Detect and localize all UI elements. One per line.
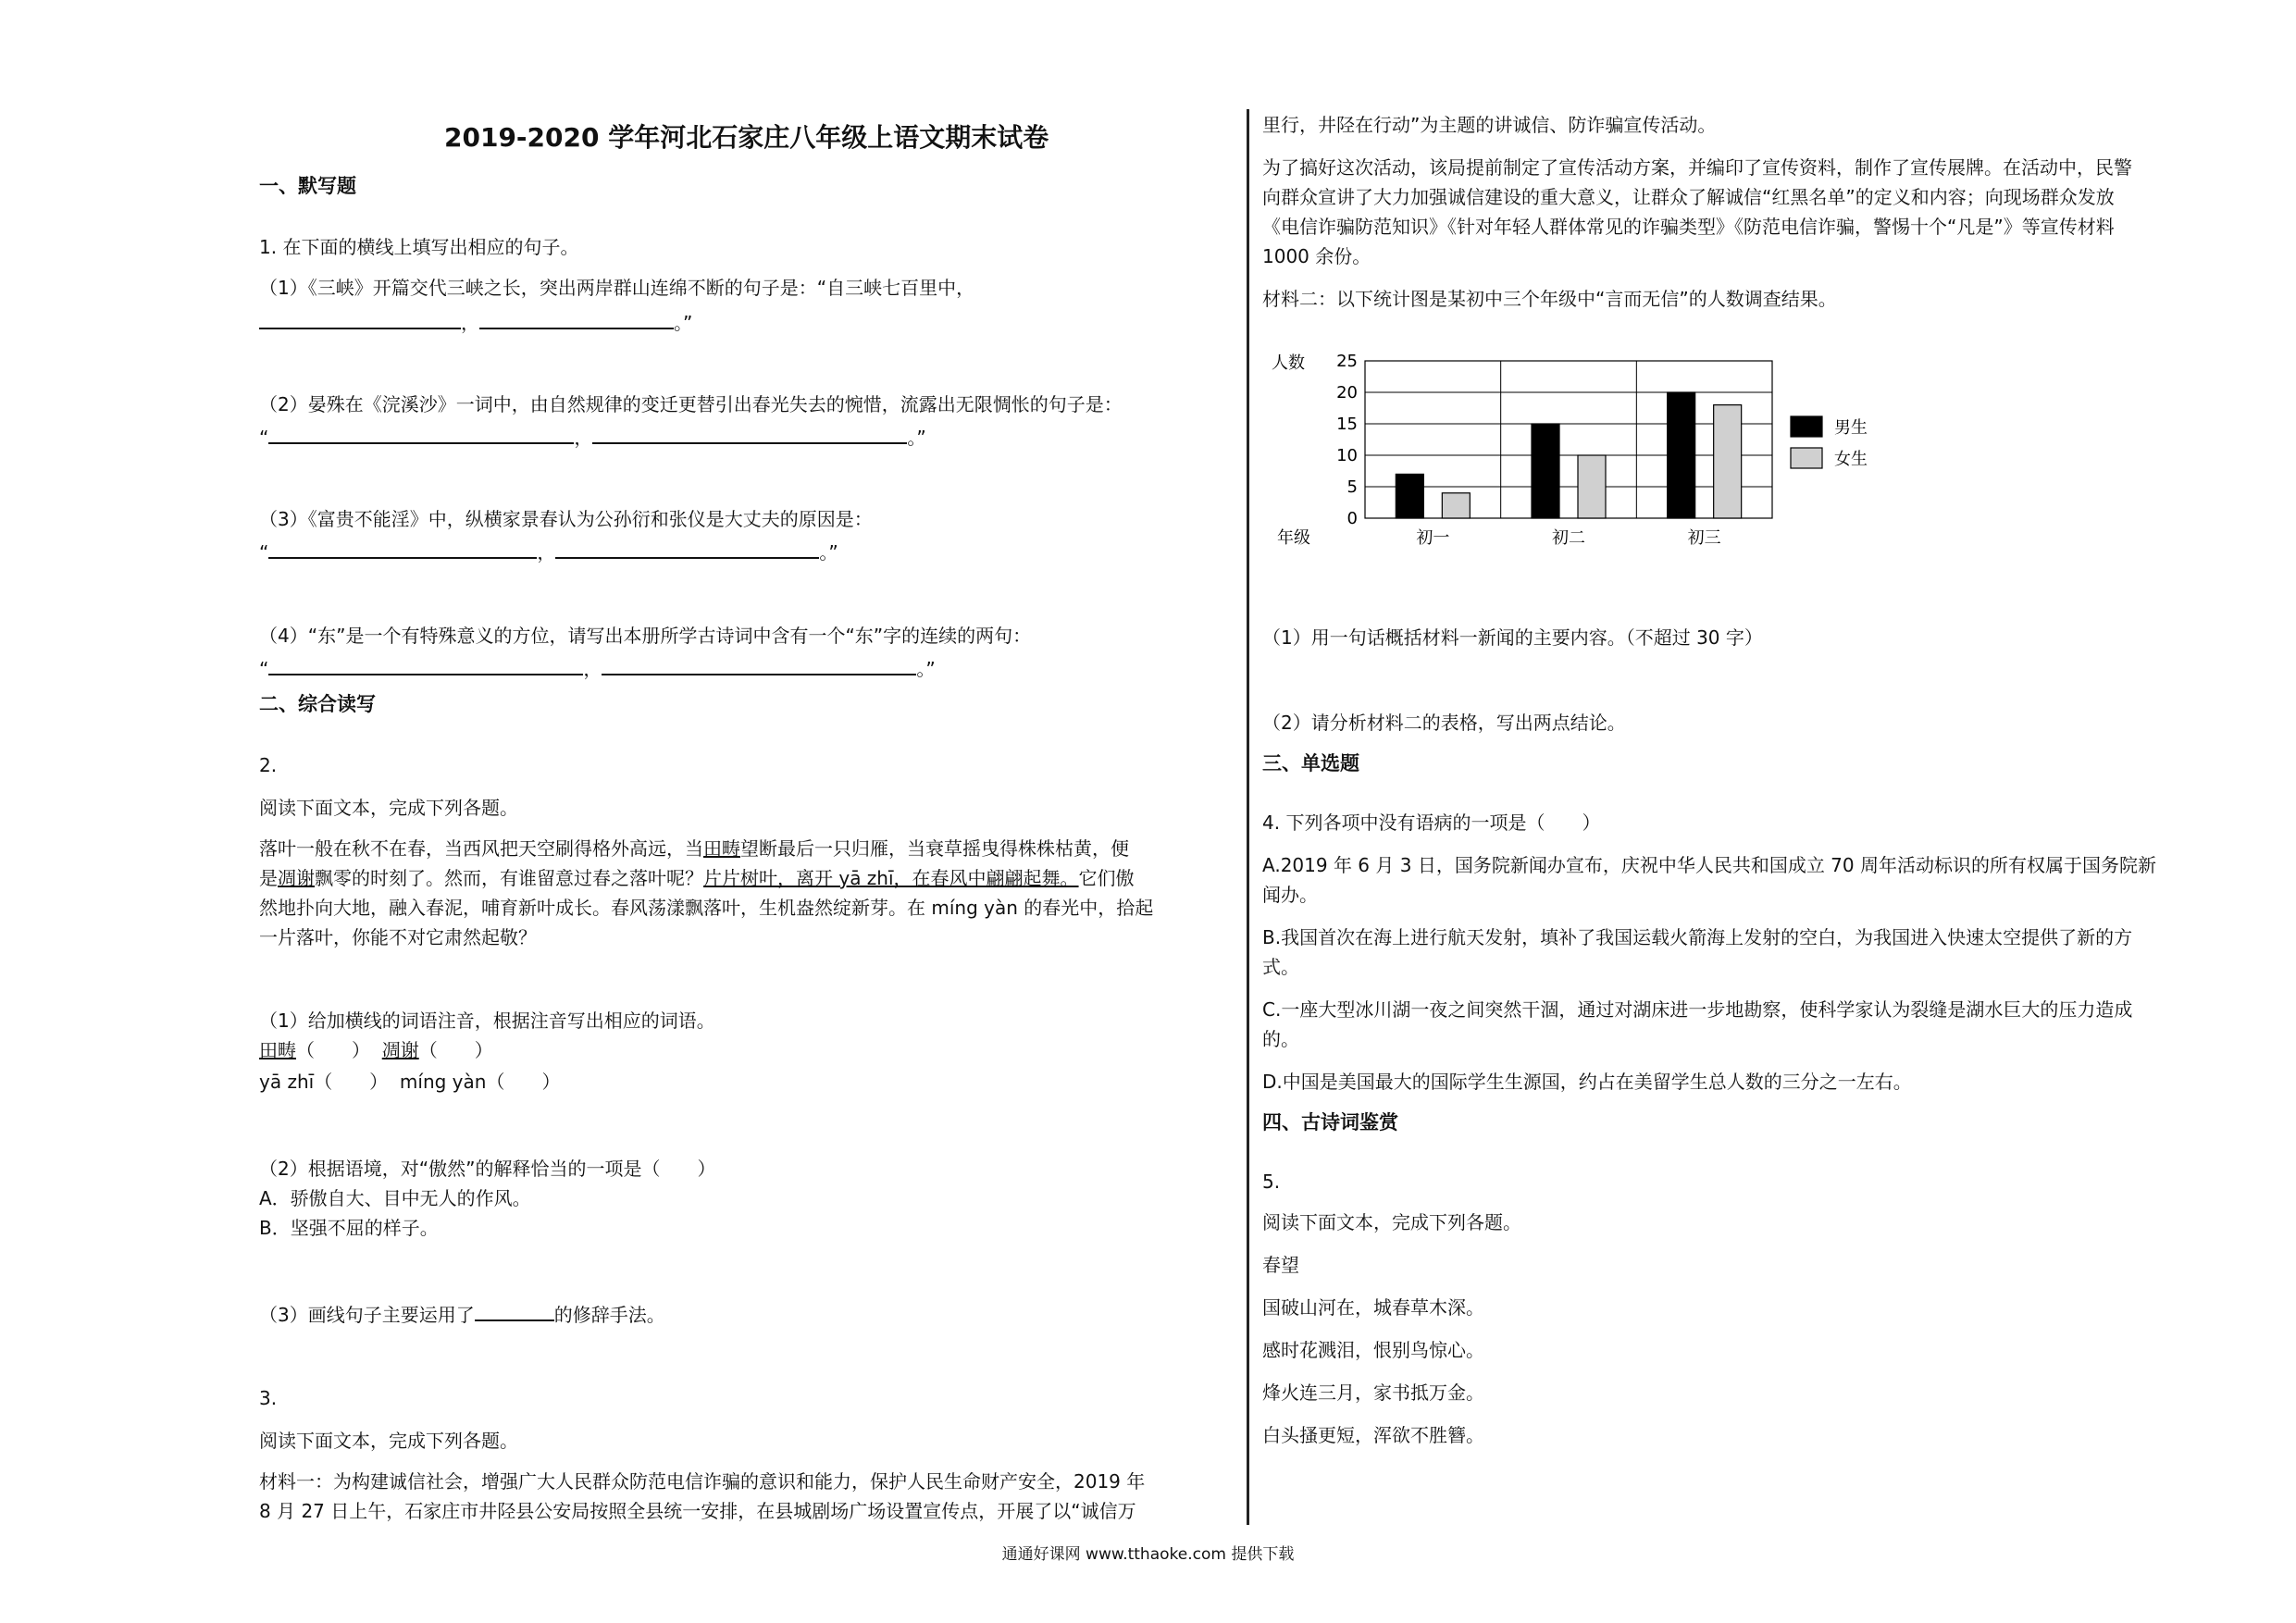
q3-sub2: （2）请分析材料二的表格，写出两点结论。 — [1262, 712, 1626, 734]
separator: ， — [461, 312, 479, 334]
q3-intro: 阅读下面文本，完成下列各题。 — [259, 1430, 518, 1452]
answer-blank[interactable] — [479, 309, 674, 329]
open-quote: “ — [259, 427, 269, 449]
q2-passage-line: 然地扑向大地，融入春泥，哺育新叶成长。春风荡漾飘落叶，生机盎然绽新芽。在 míng yàn 的春光中，拾起 — [259, 897, 1154, 919]
x-tick-label: 初二 — [1552, 528, 1585, 548]
q5-number: 5. — [1262, 1171, 1281, 1193]
q1-part2: （2）晏殊在《浣溪沙》一词中，由自然规律的变迁更替引出春光失去的惋惜，流露出无限惆怅的句子是： — [259, 393, 1123, 415]
q2-passage-line: 一片落叶，你能不对它肃然起敬？ — [259, 926, 537, 948]
material1-line: 8 月 27 日上午，石家庄市井陉县公安局按照全县统一安排，在县城剧场广场设置宣传点，开展了以“诚信万 — [259, 1500, 1136, 1522]
q2-passage-line — [259, 866, 1135, 890]
section-2-heading: 二、综合读写 — [259, 693, 376, 715]
open-quote: “ — [259, 658, 269, 680]
x-tick-label: 初三 — [1687, 528, 1721, 548]
answer-blank[interactable] — [268, 424, 574, 444]
material1-line: 为了搞好这次活动，该局提前制定了宣传活动方案，并编印了宣传资料，制作了宣传展牌。在活动中，民警 — [1262, 156, 2132, 179]
column-divider — [1247, 109, 1249, 1525]
answer-paren[interactable]: （ ） — [418, 1039, 493, 1061]
legend-label: 男生 — [1834, 418, 1868, 438]
bar-男生-初三 — [1668, 392, 1695, 518]
q4-option-a[interactable]: A.2019 年 6 月 3 日，国务院新闻办宣布，庆祝中华人民共和国成立 70 周年活动标识的所有权属于国务院新 — [1262, 854, 2156, 876]
q2-sub1: （1）给加横线的词语注音，根据注音写出相应的词语。 — [259, 1010, 715, 1032]
q3-number: 3. — [259, 1387, 278, 1409]
y-tick-label: 5 — [1347, 477, 1358, 497]
closing-quote: 。” — [916, 658, 936, 680]
y-tick-label: 10 — [1336, 446, 1358, 465]
underlined-word: 田畴 — [259, 1039, 296, 1061]
q4-option-a-cont: 闻办。 — [1262, 884, 1318, 906]
plot-frame — [1365, 361, 1772, 518]
survey-bar-chart — [1268, 341, 1934, 553]
q5-intro: 阅读下面文本，完成下列各题。 — [1262, 1211, 1521, 1233]
section-1-heading: 一、默写题 — [259, 175, 356, 197]
q4-option-c-cont: 的。 — [1262, 1028, 1299, 1050]
q1-part4: （4）“东”是一个有特殊意义的方位，请写出本册所学古诗词中含有一个“东”字的连续的两句： — [259, 625, 1032, 647]
poem-line: 国破山河在，城春草木深。 — [1262, 1296, 1484, 1319]
answer-paren[interactable]: （ ） — [296, 1039, 370, 1061]
answer-blank[interactable] — [268, 539, 537, 559]
question-text: 的修辞手法。 — [553, 1304, 665, 1326]
q1-part4-answer — [259, 655, 936, 681]
material1-line: 里行，井陉在行动”为主题的讲诚信、防诈骗宣传活动。 — [1262, 114, 1717, 136]
pinyin: yā zhī — [259, 1071, 315, 1093]
passage-text: 它们傲 — [1078, 867, 1135, 889]
separator: ， — [537, 541, 556, 564]
material2-text: 材料二：以下统计图是某初中三个年级中“言而无信”的人数调查结果。 — [1262, 288, 1837, 310]
legend-swatch — [1791, 448, 1822, 468]
q1-part1-answer — [259, 309, 692, 335]
q4-option-d[interactable]: D.中国是美国最大的国际学生生源国，约占在美留学生总人数的三分之一左右。 — [1262, 1071, 1912, 1093]
y-tick-label: 15 — [1336, 415, 1358, 434]
answer-paren[interactable]: （ ） — [314, 1071, 389, 1093]
y-tick-label: 0 — [1347, 509, 1358, 528]
open-quote: “ — [259, 541, 269, 564]
bar-女生-初一 — [1442, 493, 1470, 518]
legend-label: 女生 — [1834, 450, 1868, 469]
q3-sub1: （1）用一句话概括材料一新闻的主要内容。（不超过 30 字） — [1262, 626, 1763, 649]
passage-text: 是 — [259, 867, 278, 889]
q2-option-b[interactable]: B．坚强不屈的样子。 — [259, 1217, 439, 1239]
passage-text: 飘零的时刻了。然而，有谁留意过春之落叶呢？ — [315, 867, 703, 889]
bar-男生-初二 — [1532, 424, 1559, 518]
q2-option-a[interactable]: A．骄傲自大、目中无人的作风。 — [259, 1187, 531, 1209]
x-tick-label: 初一 — [1416, 528, 1450, 548]
q2-sub3 — [259, 1301, 665, 1327]
q1-part2-answer — [259, 424, 926, 450]
underlined-sentence: 片片树叶，离开 yā zhī，在春风中翩翩起舞。 — [703, 867, 1079, 889]
separator: ， — [583, 658, 602, 680]
closing-quote: 。” — [674, 312, 693, 334]
closing-quote: 。” — [819, 541, 838, 564]
answer-blank[interactable] — [555, 539, 819, 559]
q4-stem: 4. 下列各项中没有语病的一项是（ ） — [1262, 812, 1601, 834]
passage-text: 望断最后一只归雁，当衰草摇曳得株株枯黄，便 — [740, 837, 1129, 860]
answer-paren[interactable]: （ ） — [486, 1071, 561, 1093]
y-tick-label: 20 — [1336, 383, 1358, 403]
bar-女生-初三 — [1714, 405, 1742, 518]
separator: ， — [574, 427, 593, 449]
passage-text: 落叶一般在秋不在春，当西风把天空刷得格外高远，当 — [259, 837, 703, 860]
underlined-word: 凋谢 — [278, 867, 315, 889]
section-4-heading: 四、古诗词鉴赏 — [1262, 1111, 1398, 1134]
y-axis-label: 人数 — [1272, 353, 1305, 373]
answer-blank[interactable] — [259, 309, 461, 329]
answer-blank[interactable] — [475, 1301, 554, 1321]
q4-option-c[interactable]: C.一座大型冰川湖一夜之间突然干涸，通过对湖床进一步地勘察，使科学家认为裂缝是湖水巨大的压力造成 — [1262, 998, 2133, 1021]
poem-line: 感时花溅泪，恨别鸟惊心。 — [1262, 1339, 1484, 1361]
legend-swatch — [1791, 416, 1822, 437]
answer-blank[interactable] — [268, 655, 583, 675]
poem-line: 白头搔更短，浑欲不胜簪。 — [1262, 1424, 1484, 1446]
poem-title: 春望 — [1262, 1254, 1299, 1276]
q2-number: 2. — [259, 754, 278, 776]
paper-title: 2019-2020 学年河北石家庄八年级上语文期末试卷 — [444, 122, 1049, 153]
answer-blank[interactable] — [602, 655, 916, 675]
section-3-heading: 三、单选题 — [1262, 752, 1359, 774]
q2-sub1-pinyin — [259, 1070, 560, 1094]
q4-option-b-cont: 式。 — [1262, 956, 1299, 978]
bar-女生-初二 — [1578, 455, 1606, 518]
material1-line: 向群众宣讲了大力加强诚信建设的重大意义，让群众了解诚信“红黑名单”的定义和内容；向现场群众发放 — [1262, 186, 2115, 208]
page-footer: 通通好课网 www.tthaoke.com 提供下载 — [1001, 1545, 1295, 1564]
pinyin: míng yàn — [399, 1071, 487, 1093]
bar-男生-初一 — [1396, 474, 1423, 518]
material1-line: 《电信诈骗防范知识》《针对年轻人群体常见的诈骗类型》《防范电信诈骗，警惕十个“凡是”》等宣传材料 — [1262, 216, 2115, 238]
underlined-word: 田畴 — [703, 837, 740, 860]
q1-part1: （1）《三峡》开篇交代三峡之长，突出两岸群山连绵不断的句子是：“自三峡七百里中， — [259, 277, 975, 299]
poem-line: 烽火连三月，家书抵万金。 — [1262, 1381, 1484, 1404]
underlined-word: 凋谢 — [381, 1039, 419, 1061]
material1-line: 1000 余份。 — [1262, 245, 1371, 267]
q1-part3-answer — [259, 539, 838, 564]
x-axis-label: 年级 — [1277, 528, 1310, 548]
material1-line: 材料一：为构建诚信社会，增强广大人民群众防范电信诈骗的意识和能力，保护人民生命财产安全，2019 年 — [259, 1470, 1146, 1493]
q2-passage-line — [259, 836, 1129, 861]
q4-option-b[interactable]: B.我国首次在海上进行航天发射，填补了我国运载火箭海上发射的空白，为我国进入快速太空提供了新的方 — [1262, 926, 2133, 948]
q2-sub2: （2）根据语境，对“傲然”的解释恰当的一项是（ ） — [259, 1158, 716, 1180]
answer-blank[interactable] — [592, 424, 907, 444]
q1-stem: 1. 在下面的横线上填写出相应的句子。 — [259, 236, 579, 258]
q2-sub1-words — [259, 1038, 493, 1062]
q2-intro: 阅读下面文本，完成下列各题。 — [259, 797, 518, 819]
closing-quote: 。” — [907, 427, 926, 449]
y-tick-label: 25 — [1336, 352, 1358, 371]
question-text: （3）画线句子主要运用了 — [259, 1304, 475, 1326]
q1-part3: （3）《富贵不能淫》中，纵横家景春认为公孙衍和张仪是大丈夫的原因是： — [259, 508, 873, 530]
